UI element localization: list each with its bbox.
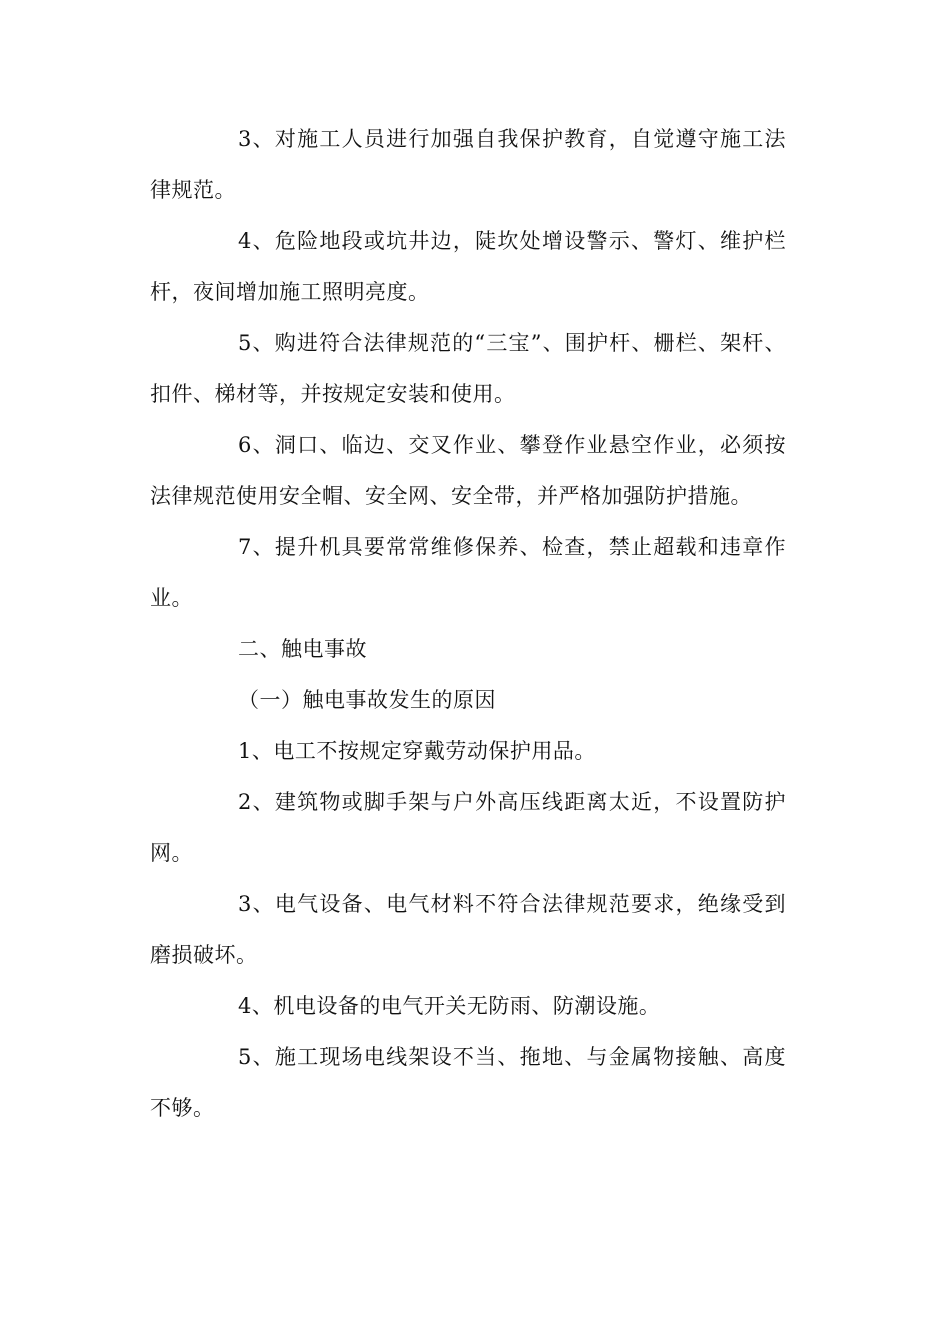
- cause-item-3: 3、电气设备、电气材料不符合法律规范要求，绝缘受到磨损破坏。: [150, 892, 786, 967]
- paragraph-item-6: 6、洞口、临边、交叉作业、攀登作业悬空作业，必须按法律规范使用安全帽、安全网、安全带，并严格加强防护措施。: [150, 433, 786, 508]
- cause-item-1: 1、电工不按规定穿戴劳动保护用品。: [238, 739, 596, 763]
- paragraph-item-7: 7、提升机具要常常维修保养、检查，禁止超载和违章作业。: [150, 535, 786, 610]
- cause-item-5: 5、施工现场电线架设不当、拖地、与金属物接触、高度不够。: [150, 1045, 786, 1120]
- paragraph-item-4: 4、危险地段或坑井边，陡坎处增设警示、警灯、维护栏杆，夜间增加施工照明亮度。: [150, 229, 786, 304]
- paragraph-item-3: 3、对施工人员进行加强自我保护教育，自觉遵守施工法律规范。: [150, 127, 786, 202]
- document-body: [150, 114, 786, 1134]
- subsection-heading: （一）触电事故发生的原因: [238, 688, 496, 712]
- section-heading: 二、触电事故: [238, 637, 367, 661]
- cause-item-2: 2、建筑物或脚手架与户外高压线距离太近，不设置防护网。: [150, 790, 786, 865]
- cause-item-4: 4、机电设备的电气开关无防雨、防潮设施。: [238, 994, 661, 1018]
- paragraph-item-5: 5、购进符合法律规范的“三宝”、围护杆、栅栏、架杆、扣件、梯材等，并按规定安装和使用。: [150, 331, 786, 406]
